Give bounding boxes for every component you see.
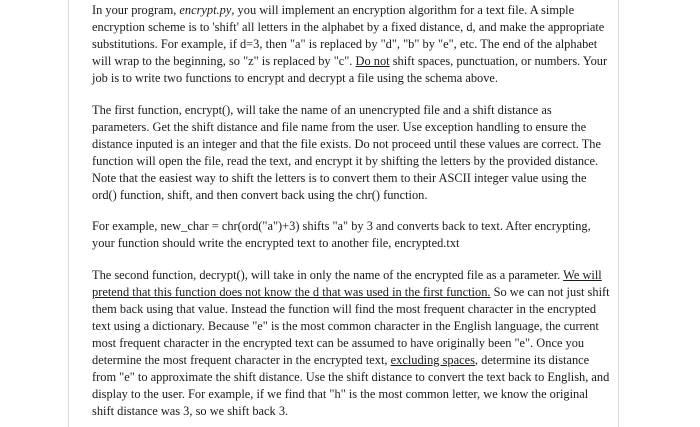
paragraph-decrypt [92,267,612,420]
assignment-text [92,2,612,420]
paragraph-encrypt: The first function, encrypt(), will take the name of an unencrypted file and a shift distance as parameters. Get the shift distance and file name from the user. Use exception handling to ensure the distance inputed is an integer and that the file exists. Do not proceed until these values are correct. The function will open the file, read the text, and encrypt it by shifting the letters by the provided distance. Note that the easiest way to shift the letters is to convert them to their ASCII integer value using the ord() function, shift, and then convert back using the chr() function. [92,103,601,202]
intro-text-b: , you will implement an encryption algorithm for a text file. A simple encryption scheme is to 'shift' all letters in the alphabet by a fixed distance, d, and make the appropriate substitutions. For example, if d=3, then "a" is replaced by "d", "b" by "e", etc. The end of the alphabet will wrap to the beginning, so "z" is replaced by "c". [92,3,605,68]
decrypt-text-b: So we can not just shift them back using that value. Instead the function will find the most frequent character in the encrypted text using a dictionary. Because "e" is the most common character in the English language, the current most frequent character in the encrypted text can be assumed to have originally been "e". Once you determine the most frequent character in the encrypted text, [92,285,610,367]
decrypt-underlined-1: We will pretend that this function does not know the d that was used in the first function. [92,268,602,299]
paragraph-example: For example, new_char = chr(ord("a")+3) shifts "a" by 3 and converts back to text. After encrypting, your function should write the encrypted text to another file, encrypted.txt [92,219,591,250]
intro-text-a: In your program, [92,3,180,17]
intro-underlined: Do not [355,54,390,68]
intro-text-c: shift spaces, punctuation, or numbers. Your job is to write two functions to encrypt and decrypt a file using the schema above. [92,54,608,85]
decrypt-text-a: The second function, decrypt(), will take in only the name of the encrypted file as a parameter. [92,268,564,282]
decrypt-text-c: , determine its distance from "e" to approximate the shift distance. Use the shift distance to convert the text back to English, and display to the user. For example, if we find that "h" is the most common letter, we know the original shift distance was 3, so we shift back 3. [92,353,610,418]
decrypt-underlined-2: excluding spaces [390,353,475,367]
filename-encrypt-py: encrypt.py [179,3,232,17]
paragraph-intro [92,2,612,87]
